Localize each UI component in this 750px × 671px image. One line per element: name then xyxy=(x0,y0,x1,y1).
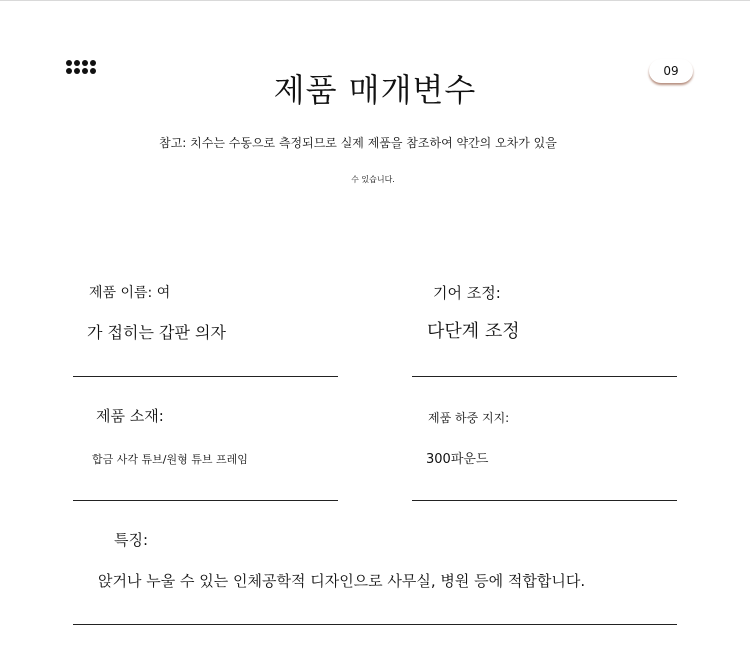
material-value: 합금 사각 튜브/원형 튜브 프레임 xyxy=(92,453,248,466)
page-number-badge: 09 xyxy=(649,59,693,83)
page-title: 제품 매개변수 xyxy=(273,71,477,109)
features-divider xyxy=(73,624,677,625)
material-label: 제품 소재: xyxy=(96,407,164,425)
load-capacity-label: 제품 하중 지지: xyxy=(428,411,510,425)
measurement-note-line1: 참고: 치수는 수동으로 측정되므로 실제 제품을 참조하여 약간의 오차가 있을 xyxy=(159,136,557,150)
features-value: 앉거나 누울 수 있는 인체공학적 디자인으로 사무실, 병원 등에 적합합니다. xyxy=(98,572,586,590)
product-name-label: 제품 이름: 여 xyxy=(89,285,171,301)
gear-adjust-divider xyxy=(412,376,677,377)
load-capacity-value: 300파운드 xyxy=(426,452,489,467)
product-name-value: 가 접히는 갑판 의자 xyxy=(87,323,226,342)
measurement-note-line2: 수 있습니다. xyxy=(351,175,395,184)
product-name-divider xyxy=(73,376,338,377)
gear-adjust-label: 기어 조정: xyxy=(433,284,501,302)
material-divider xyxy=(73,500,338,501)
gear-adjust-value: 다단계 조정 xyxy=(427,321,520,342)
features-label: 특징: xyxy=(114,531,149,549)
top-border-line xyxy=(0,0,750,1)
load-capacity-divider xyxy=(412,500,677,501)
